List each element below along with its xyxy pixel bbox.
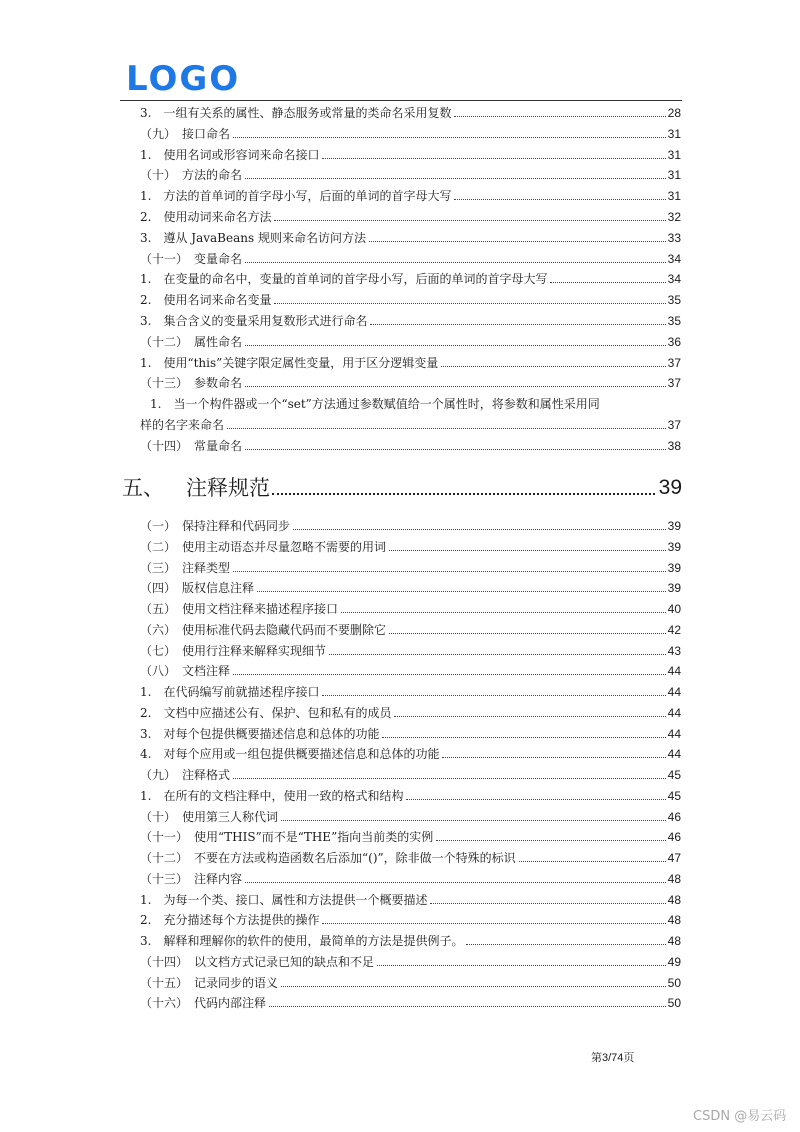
toc-entry-page: 28 — [667, 106, 681, 120]
leader-dots — [245, 386, 666, 387]
toc-entry-page: 50 — [667, 976, 681, 990]
toc-entry[interactable] — [140, 226, 681, 246]
toc-entry-label: （十二） 不要在方法或构造函数名后添加“()”，除非做一个特殊的标识 — [140, 851, 516, 865]
toc-entry[interactable] — [140, 101, 681, 121]
toc-entry-label: （七） 使用行注释来解释实现细节 — [140, 644, 327, 658]
leader-dots — [233, 571, 666, 572]
toc-entry-label: （九） 接口命名 — [140, 127, 231, 141]
leader-dots — [377, 965, 666, 966]
toc-entry-label: （五） 使用文档注释来描述程序接口 — [140, 602, 339, 616]
toc-entry[interactable] — [140, 971, 681, 991]
toc-entry-page: 45 — [667, 789, 681, 803]
toc-entry[interactable] — [140, 205, 681, 225]
section-number: 五、 — [122, 476, 164, 500]
toc-entry[interactable] — [140, 267, 681, 287]
toc-entry-page: 50 — [667, 996, 681, 1010]
toc-entry[interactable] — [140, 618, 681, 638]
leader-dots — [281, 820, 666, 821]
toc-entry-label: （十一） 使用“THIS”而不是“THE”指向当前类的实例 — [140, 830, 434, 844]
toc-entry[interactable] — [140, 639, 681, 659]
leader-dots — [257, 591, 666, 592]
toc-entry-page: 32 — [667, 210, 681, 224]
toc-entry-label: 1. 方法的首单词的首字母小写，后面的单词的首字母大写 — [140, 189, 452, 203]
leader-dots — [274, 303, 665, 304]
leader-dots — [322, 695, 665, 696]
leader-dots — [430, 903, 665, 904]
toc-entry-label: （二） 使用主动语态并尽量忽略不需要的用词 — [140, 540, 387, 554]
toc-entry-page: 39 — [667, 581, 681, 595]
leader-dots — [442, 757, 665, 758]
toc-entry-page: 48 — [667, 913, 681, 927]
leader-dots — [227, 428, 666, 429]
toc-entry-label: 3. 遵从 JavaBeans 规则来命名访问方法 — [140, 231, 366, 245]
toc-entry[interactable] — [140, 122, 681, 142]
toc-entry[interactable] — [140, 434, 681, 454]
leader-dots — [550, 282, 665, 283]
leader-dots — [454, 116, 665, 117]
toc-entry-page: 44 — [667, 685, 681, 699]
leader-dots — [269, 1006, 666, 1007]
toc-entry-label: （十） 使用第三人称代词 — [140, 810, 279, 824]
toc-entry-label: 1. 使用名词或形容词来命名接口 — [140, 148, 320, 162]
toc-entry[interactable] — [140, 846, 681, 866]
toc-entry-label: （十五） 记录同步的语义 — [140, 976, 279, 990]
toc-entry-label: 2. 文档中应描述公有、保护、包和私有的成员 — [140, 706, 392, 720]
toc-entry-label: 3. 解释和理解你的软件的使用，最简单的方法是提供例子。 — [140, 934, 464, 948]
toc-entry[interactable] — [140, 867, 681, 887]
toc-entry[interactable] — [140, 680, 681, 700]
toc-entry[interactable] — [140, 991, 681, 1011]
leader-dots — [245, 882, 666, 883]
leader-dots — [370, 324, 665, 325]
toc-entry-page: 40 — [667, 602, 681, 616]
toc-entry-page: 35 — [667, 314, 681, 328]
leader-dots — [382, 737, 665, 738]
toc-entry-label: （一） 保持注释和代码同步 — [140, 519, 291, 533]
toc-entry-page: 46 — [667, 830, 681, 844]
toc-entry-page: 48 — [667, 872, 681, 886]
toc-entry-label: （十四） 常量命名 — [140, 439, 243, 453]
toc-entry-page: 33 — [667, 231, 681, 245]
toc-entry-page: 46 — [667, 810, 681, 824]
toc-entry[interactable] — [140, 888, 681, 908]
toc-entry-page: 31 — [667, 148, 681, 162]
leader-dots — [293, 529, 666, 530]
toc-entry[interactable] — [140, 535, 681, 555]
toc-entry-label: （九） 注释格式 — [140, 768, 231, 782]
toc-entry-page: 35 — [667, 293, 681, 307]
toc-entry-page: 39 — [667, 561, 681, 575]
toc-entry-label-line1[interactable]: 1. 当一个构件器或一个“set”方法通过参数赋值给一个属性时，将参数和属性采用同 — [150, 397, 600, 411]
watermark: CSDN @易云码 — [693, 1109, 787, 1124]
toc-entry-page: 42 — [667, 623, 681, 637]
toc-entry-label: （十三） 参数命名 — [140, 376, 243, 390]
toc-entry-label: 3. 集合含义的变量采用复数形式进行命名 — [140, 314, 368, 328]
leader-dots — [441, 366, 665, 367]
toc-entry-page: 31 — [667, 127, 681, 141]
section-title: 注释规范 — [186, 476, 270, 500]
toc-entry[interactable] — [140, 784, 681, 804]
toc-entry-label: 1. 使用“this”关键字限定属性变量，用于区分逻辑变量 — [140, 356, 439, 370]
leader-dots — [233, 674, 666, 675]
toc-entry[interactable] — [140, 351, 681, 371]
leader-dots — [322, 923, 665, 924]
leader-dots — [322, 158, 665, 159]
leader-dots — [274, 220, 665, 221]
toc-entry-label: （十一） 变量命名 — [140, 252, 243, 266]
toc-entry-page: 48 — [667, 934, 681, 948]
toc-entry[interactable] — [140, 825, 681, 845]
toc-entry-page: 47 — [667, 851, 681, 865]
toc-entry[interactable] — [140, 701, 681, 721]
toc-entry-label: 1. 在代码编写前就描述程序接口 — [140, 685, 320, 699]
toc-entry[interactable] — [140, 143, 681, 163]
toc-entry[interactable] — [140, 309, 681, 329]
leader-dots — [369, 241, 666, 242]
toc-entry-label: 1. 在变量的命名中，变量的首单词的首字母小写，后面的单词的首字母大写 — [140, 272, 548, 286]
toc-entry-page: 44 — [667, 706, 681, 720]
leader-dots — [389, 633, 666, 634]
toc-entry-label: （十二） 属性命名 — [140, 335, 243, 349]
toc-entry[interactable] — [140, 288, 681, 308]
toc-entry[interactable] — [140, 247, 681, 267]
toc-entry[interactable] — [140, 576, 681, 596]
leader-dots — [454, 199, 665, 200]
toc-entry[interactable] — [140, 413, 681, 433]
toc-entry-label: 1. 为每一个类、接口、属性和方法提供一个概要描述 — [140, 893, 428, 907]
toc-entry-page: 31 — [667, 189, 681, 203]
toc-entry[interactable] — [140, 742, 681, 762]
toc-entry-page: 34 — [667, 252, 681, 266]
leader-dots — [245, 345, 666, 346]
toc-entry-page: 39 — [667, 540, 681, 554]
toc-entry[interactable] — [140, 371, 681, 391]
toc-entry-page: 44 — [667, 747, 681, 761]
toc-entry-label: 2. 使用动词来命名方法 — [140, 210, 272, 224]
section-heading[interactable] — [122, 475, 682, 501]
leader-dots — [245, 178, 666, 179]
toc-entry-label: 2. 使用名词来命名变量 — [140, 293, 272, 307]
toc-entry-label: （六） 使用标准代码去隐藏代码而不要删除它 — [140, 623, 387, 637]
leader-dots — [233, 778, 666, 779]
toc-entry-label: 3. 一组有关系的属性、静态服务或常量的类命名采用复数 — [140, 106, 452, 120]
toc-entry[interactable] — [140, 163, 681, 183]
leader-dots — [281, 986, 666, 987]
toc-entry[interactable] — [140, 330, 681, 350]
toc-entry-label: （三） 注释类型 — [140, 561, 231, 575]
leader-dots — [245, 262, 666, 263]
toc-entry-page: 34 — [667, 272, 681, 286]
toc-entry[interactable] — [140, 514, 681, 534]
leader-dots — [406, 799, 665, 800]
leader-dots — [233, 137, 666, 138]
leader-dots — [394, 716, 665, 717]
section-page: 39 — [658, 476, 682, 499]
leader-dots — [389, 550, 666, 551]
toc-entry-page: 38 — [667, 439, 681, 453]
toc-entry-label: （十） 方法的命名 — [140, 168, 243, 182]
toc-entry[interactable] — [140, 763, 681, 783]
leader-dots — [436, 840, 665, 841]
leader-dots — [341, 612, 666, 613]
page-number: 第3/74页 — [591, 1052, 635, 1064]
toc-entry-page: 43 — [667, 644, 681, 658]
toc-entry[interactable] — [140, 597, 681, 617]
toc-entry-page: 48 — [667, 893, 681, 907]
toc-entry-label: 3. 对每个包提供概要描述信息和总体的功能 — [140, 727, 380, 741]
toc-entry[interactable] — [140, 556, 681, 576]
toc-entry-page: 31 — [667, 168, 681, 182]
toc-entry-page: 44 — [667, 727, 681, 741]
toc-entry-page: 45 — [667, 768, 681, 782]
toc-entry-page: 44 — [667, 664, 681, 678]
toc-entry[interactable] — [140, 722, 681, 742]
toc-entry-page: 36 — [667, 335, 681, 349]
toc-entry[interactable] — [140, 659, 681, 679]
toc-entry[interactable] — [140, 184, 681, 204]
toc-entry-label: 1. 在所有的文档注释中，使用一致的格式和结构 — [140, 789, 404, 803]
toc-entry-page: 37 — [667, 356, 681, 370]
toc-entry-page: 39 — [667, 519, 681, 533]
toc-entry-label: （四） 版权信息注释 — [140, 581, 255, 595]
toc-entry-label: （十四） 以文档方式记录已知的缺点和不足 — [140, 955, 375, 969]
toc-entry-label: 4. 对每个应用或一组包提供概要描述信息和总体的功能 — [140, 747, 440, 761]
leader-dots — [519, 861, 666, 862]
leader-dots — [466, 944, 665, 945]
toc-entry-label: 2. 充分描述每个方法提供的操作 — [140, 913, 320, 927]
toc-entry-page: 49 — [667, 955, 681, 969]
logo: LOGO — [126, 59, 241, 99]
toc-entry[interactable] — [140, 929, 681, 949]
toc-entry-label: （十三） 注释内容 — [140, 872, 243, 886]
toc-entry-label-line2: 样的名字来命名 — [140, 418, 225, 432]
leader-dots — [245, 449, 666, 450]
toc-entry-page: 37 — [667, 376, 681, 390]
toc-entry-label: （十六） 代码内部注释 — [140, 996, 267, 1010]
toc-entry[interactable] — [140, 950, 681, 970]
leader-dots — [272, 493, 655, 495]
toc-entry-label: （八） 文档注释 — [140, 664, 231, 678]
leader-dots — [329, 654, 666, 655]
toc-entry[interactable] — [140, 908, 681, 928]
toc-entry[interactable] — [140, 805, 681, 825]
toc-entry-page: 37 — [667, 418, 681, 432]
